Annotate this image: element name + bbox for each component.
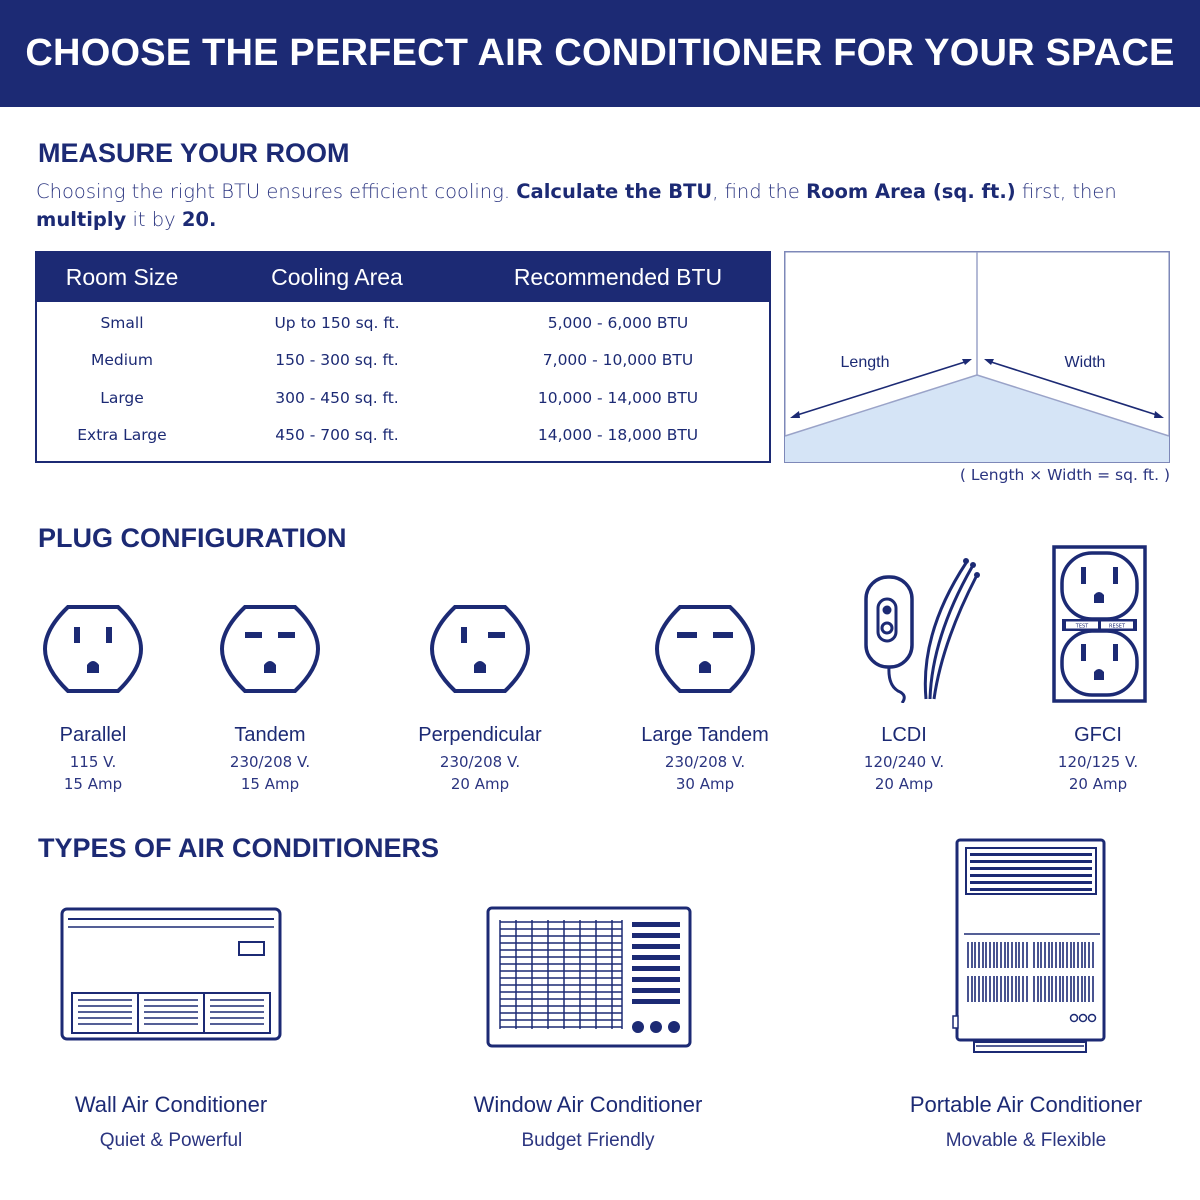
header-cooling-area: Cooling Area <box>271 264 403 290</box>
length-label: Length <box>840 354 890 371</box>
plug-large-tandem <box>615 724 795 795</box>
lcdi-plug-icon <box>858 553 983 703</box>
cooling-area-cell: 300 - 450 sq. ft. <box>275 388 399 407</box>
ac-type-subtitle: Budget Friendly <box>521 1130 655 1151</box>
plug-volts: 230/208 V. <box>439 753 521 771</box>
room-size-cell: Small <box>100 313 144 332</box>
btu-cell: 14,000 - 18,000 BTU <box>537 426 699 445</box>
table-row <box>37 304 769 342</box>
header-banner <box>0 0 1200 107</box>
measure-section-title: MEASURE YOUR ROOM <box>38 138 350 168</box>
page-title: CHOOSE THE PERFECT AIR CONDITIONER FOR YOUR SPACE <box>25 32 1175 74</box>
plug-section-title: PLUG CONFIGURATION <box>38 523 347 553</box>
table-row <box>37 379 769 417</box>
ac-type-name: Window Air Conditioner <box>473 1092 703 1117</box>
gfci-outlet-icon <box>1052 545 1147 703</box>
plug-amps: 20 Amp <box>1068 775 1128 793</box>
area-formula-caption: ( Length × Width = sq. ft. ) <box>959 466 1170 484</box>
btu-cell: 7,000 - 10,000 BTU <box>542 351 694 370</box>
plug-name: Perpendicular <box>418 724 542 746</box>
plug-name: Large Tandem <box>641 724 769 746</box>
gfci-test-label: TEST <box>1075 623 1089 630</box>
measure-intro-text <box>36 178 1156 234</box>
gfci-reset-label: RESET <box>1108 623 1126 630</box>
perpendicular-outlet-icon <box>430 605 530 693</box>
plug-name: GFCI <box>1074 724 1122 746</box>
intro-text-4: it by <box>126 208 182 231</box>
intro-text-3: first, then <box>1015 180 1117 203</box>
plug-volts: 230/208 V. <box>229 753 311 771</box>
plug-amps: 20 Amp <box>874 775 934 793</box>
width-label: Width <box>1064 354 1106 371</box>
room-corner-diagram <box>784 251 1170 463</box>
ac-type-name: Portable Air Conditioner <box>909 1092 1143 1117</box>
plug-volts: 120/240 V. <box>863 753 945 771</box>
room-size-cell: Extra Large <box>77 426 167 445</box>
tandem-outlet-icon <box>220 605 320 693</box>
intro-bold-3: multiply <box>36 208 127 231</box>
cooling-area-cell: Up to 150 sq. ft. <box>274 313 400 332</box>
header-room-size: Room Size <box>65 264 179 290</box>
plug-gfci <box>1028 724 1168 795</box>
intro-bold-4: 20. <box>181 208 217 231</box>
room-size-cell: Medium <box>91 351 153 370</box>
types-section-title: TYPES OF AIR CONDITIONERS <box>38 833 440 863</box>
ac-type-name: Wall Air Conditioner <box>74 1092 268 1117</box>
ac-type-subtitle: Quiet & Powerful <box>99 1130 243 1151</box>
plug-lcdi <box>834 724 974 795</box>
plug-name: Tandem <box>234 724 306 746</box>
plug-name: LCDI <box>881 724 927 746</box>
parallel-outlet-icon <box>43 605 143 693</box>
btu-table <box>35 251 771 463</box>
header-recommended-btu: Recommended BTU <box>513 264 723 290</box>
plug-tandem <box>190 724 350 795</box>
btu-table-header <box>37 253 769 302</box>
portable-ac-icon <box>952 838 1106 1060</box>
plug-volts: 230/208 V. <box>664 753 746 771</box>
intro-bold-1: Calculate the BTU <box>516 180 713 203</box>
table-row <box>37 342 769 380</box>
window-ac-icon <box>486 906 692 1048</box>
btu-cell: 10,000 - 14,000 BTU <box>537 388 699 407</box>
cooling-area-cell: 450 - 700 sq. ft. <box>275 426 399 445</box>
intro-bold-2: Room Area (sq. ft.) <box>806 180 1016 203</box>
plug-perpendicular <box>390 724 570 795</box>
intro-text-2: , find the <box>712 180 807 203</box>
plug-name: Parallel <box>59 724 127 746</box>
ac-type-subtitle: Movable & Flexible <box>945 1130 1107 1151</box>
room-size-cell: Large <box>100 388 144 407</box>
plug-amps: 15 Amp <box>240 775 300 793</box>
cooling-area-cell: 150 - 300 sq. ft. <box>275 351 399 370</box>
plug-volts: 115 V. <box>69 753 117 771</box>
plug-amps: 20 Amp <box>450 775 510 793</box>
plug-parallel <box>13 724 173 795</box>
plug-amps: 30 Amp <box>675 775 735 793</box>
plug-amps: 15 Amp <box>63 775 123 793</box>
btu-cell: 5,000 - 6,000 BTU <box>547 313 689 332</box>
plug-volts: 120/125 V. <box>1057 753 1139 771</box>
table-row <box>37 417 769 455</box>
intro-text-1: Choosing the right BTU ensures efficient cooling. <box>36 180 517 203</box>
wall-ac-icon <box>60 907 282 1041</box>
large-tandem-outlet-icon <box>655 605 755 693</box>
